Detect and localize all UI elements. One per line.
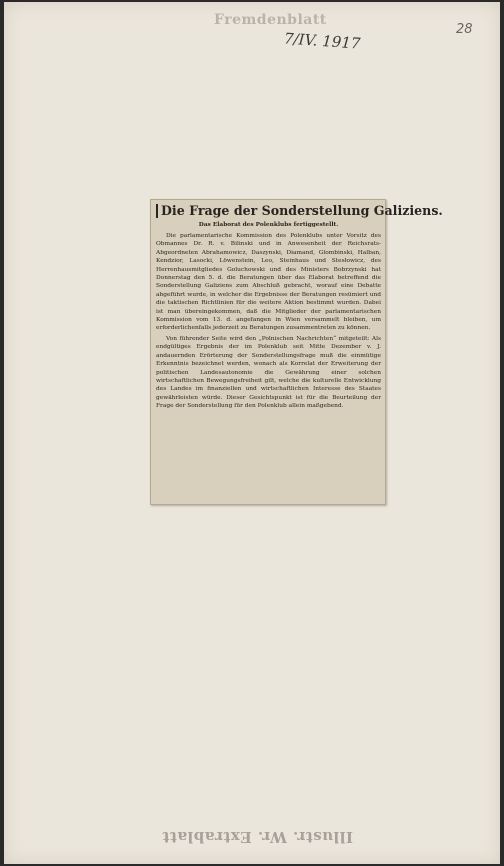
article-subtitle: Das Elaborat des Polenklubs fertiggestellt. — [198, 222, 339, 228]
newspaper-clipping — [150, 199, 443, 505]
newspaper-source-stamp-bottom: Illustr. Wr. Extrablatt — [162, 828, 353, 846]
article-paragraph-1: Die parlamentarische Kommission des Polenklubs unter Vorsitz des Obmannes Dr. R. v. Bilinski und in Anwesenheit der Reichsrats-Abgeordneten Abrahamowicz, Daszynski, Diamand, Glombinski, Halban, Kendzior, Lasocki, Löwenstein, Leo, Steinhaus und Stesłowicz, des Herrenhausmitgliedes Goluchowski und des Ministers Bobrzynski hat Donnerstag den 5. d. die Beratungen über das Elaborat betreffend die Sonderstellung Galiziens zum Abschluß gebracht, worauf eine Debatte abgeführt wurde, in welcher die Ergebnisse der Beratungen resümiert und die taktischen Richtlinien für die weitere Aktion bestimmt wurden. Dabei ist man übereingekommen, daß die Mitglieder der parlamentarischen Kommission vom 13. d. angefangen in Wien versammelt bleiben, um erforderlichenfalls jederzeit zu Beratungen zusammentreten zu können. — [156, 233, 381, 332]
handwritten-date: 7/IV. 1917 — [283, 29, 361, 53]
article-paragraph-2: Von führender Seite wird den „Polnischen Nachrichten“ mitgeteilt: Als endgültiges Ergebnis der im Polenklub seit Mitte Dezember v. J. andauernden Erörterung der Sonderstellungsfrage muß die einmütige Erkenntnis bezeichnet werden, wonach als Korrelat der Erweiterung der politischen Landesautonomie die Gewährung einer solchen wirtschaftlichen Bewegungsfreiheit gilt, welche die kulturelle Entwicklung des Landes im finanziellen und wirtschaftlichen Interesse des Staates gewährleisten würde. Dieser Gesichtspunkt ist für die Beurteilung der Frage der Sonderstellung für den Polenklub allein maßgebend. — [156, 335, 381, 410]
newspaper-source-stamp: Fremdenblatt — [214, 12, 327, 28]
page-number: 28 — [456, 22, 473, 37]
article-title: Die Frage der Sonderstellung Galiziens. — [156, 204, 381, 218]
archive-sheet — [4, 2, 500, 864]
